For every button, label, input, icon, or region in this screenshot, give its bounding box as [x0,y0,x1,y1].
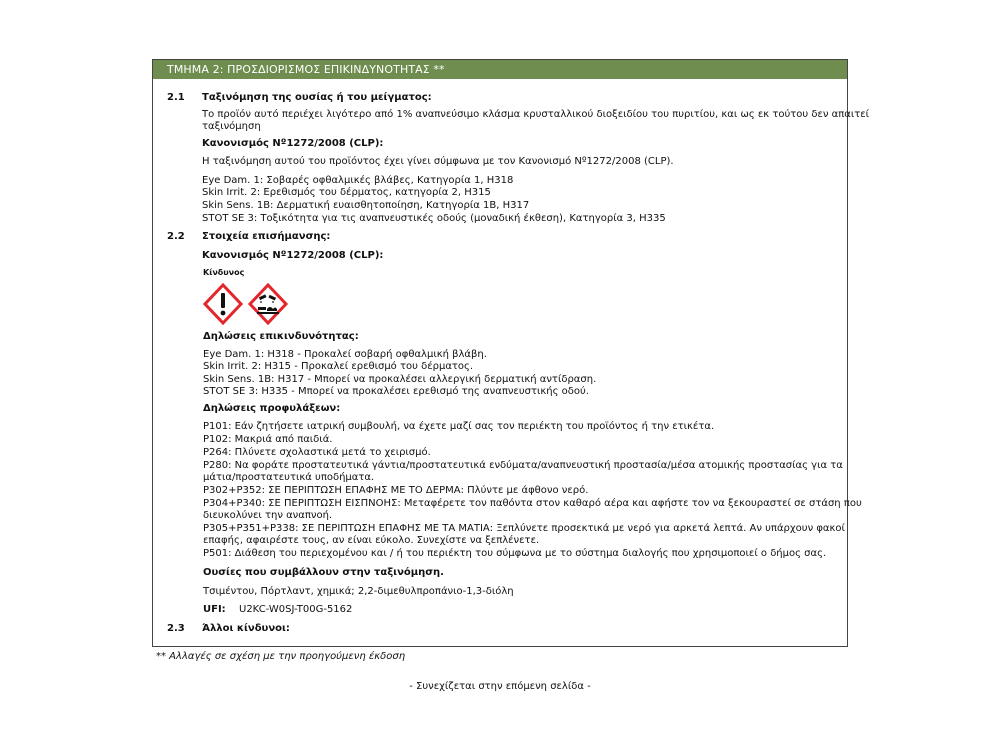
precautionary-statement: P101: Εάν ζητήσετε ιατρική συμβουλή, να έχετε μαζί σας τον περιέκτη του προϊόντος ή την ετικέτα. [203,421,715,432]
precautionary-statement-cont: μάτια/προστατευτικά υποδήματα. [203,472,375,483]
s21-regulation-text: Η ταξινόμηση αυτού του προϊόντος έχει γίνει σύμφωνα με τον Κανονισμό Nº1272/2008 (CLP). [202,156,674,167]
section-2-2-number: 2.2 [167,231,185,242]
precautionary-statement-cont: διευκολύνει την αναπνοή. [203,510,333,521]
sds-section-frame [152,59,870,647]
classification-item: Skin Sens. 1B: Δερματική ευαισθητοποίηση, Κατηγορία 1B, H317 [202,200,530,211]
precautionary-statement: P264: Πλύνετε σχολαστικά μετά το χειρισμό. [203,447,431,458]
classification-item: STOT SE 3: Τοξικότητα για τις αναπνευστικές οδούς (μοναδική έκθεση), Κατηγορία 3, H335 [202,213,666,224]
ufi-value: U2KC-W0SJ-T00G-5162 [239,604,353,615]
precautionary-statements-heading: Δηλώσεις προφυλάξεων: [203,403,341,414]
contributing-substances-heading: Ουσίες που συμβάλλουν στην ταξινόμηση. [203,567,444,578]
section-2-3-number: 2.3 [167,623,185,634]
corrosion-pictogram-icon [250,285,286,323]
hazard-statement: Skin Irrit. 2: H315 - Προκαλεί ερεθισμό του δέρματος. [203,361,474,372]
section-2-2-title: Στοιχεία επισήμανσης: [202,231,331,242]
section-2-1-number: 2.1 [167,92,185,103]
hazard-statement: STOT SE 3: H335 - Μπορεί να προκαλέσει ερεθισμό της αναπνευστικής οδού. [203,386,589,397]
precautionary-statement-cont: επαφής, αφαιρέστε τους, αν είναι εύκολο. Συνεχίστε να ξεπλένετε. [203,535,540,546]
ghs-pictograms [203,283,293,325]
hazard-statements-heading: Δηλώσεις επικινδυνότητας: [203,331,359,342]
section-header: ΤΜΗΜΑ 2: ΠΡΟΣΔΙΟΡΙΣΜΟΣ ΕΠΙΚΙΝΔΥΝΟΤΗΤΑΣ ** [153,60,847,79]
s22-regulation-heading: Κανονισμός Nº1272/2008 (CLP): [202,250,384,261]
exclamation-mark-pictogram-icon [205,285,241,323]
precautionary-statement: P304+P340: ΣΕ ΠΕΡΙΠΤΩΣΗ ΕΙΣΠΝΟΗΣ: Μεταφέρετε τον παθόντα στον καθαρό αέρα και αφήστε τον να ξεκουραστεί σε στάση που [203,498,862,509]
s21-intro-line1: Το προϊόν αυτό περιέχει λιγότερο από 1% αναπνεύσιμο κλάσμα κρυσταλλικού διοξειδίου του πυριτίου, και ως εκ τούτου δεν απαιτεί [202,109,870,120]
precautionary-statement: P102: Μακριά από παιδιά. [203,434,333,445]
classification-item: Eye Dam. 1: Σοβαρές οφθαλμικές βλάβες, Κατηγορία 1, H318 [202,175,514,186]
precautionary-statement: P280: Να φοράτε προστατευτικά γάντια/προστατευτικά ενδύματα/αναπνευστική προστασία/μέσα ατομικής προστασίας για τα [203,460,843,471]
precautionary-statement: P305+P351+P338: ΣΕ ΠΕΡΙΠΤΩΣΗ ΕΠΑΦΗΣ ΜΕ ΤΑ ΜΑΤΙΑ: Ξεπλύνετε προσεκτικά με νερό για αρκετά λεπτά. Αν υπάρχουν φακοί [203,523,845,534]
precautionary-statement: P302+P352: ΣΕ ΠΕΡΙΠΤΩΣΗ ΕΠΑΦΗΣ ΜΕ ΤΟ ΔΕΡΜΑ: Πλύντε με άφθονο νερό. [203,485,589,496]
s21-intro-line2: ταξινόμηση [202,121,261,132]
classification-item: Skin Irrit. 2: Ερεθισμός του δέρματος, κατηγορία 2, H315 [202,187,491,198]
contributing-substances-text: Τσιμέντου, Πόρτλαντ, χημικά; 2,2-διμεθυλπροπάνιο-1,3-διόλη [203,586,514,597]
s21-regulation-heading: Κανονισμός Nº1272/2008 (CLP): [202,138,384,149]
ufi-label: UFI: [203,604,226,615]
hazard-statement: Eye Dam. 1: H318 - Προκαλεί σοβαρή οφθαλμική βλάβη. [203,349,487,360]
precautionary-statement: P501: Διάθεση του περιεχομένου και / ή του περιέκτη του σύμφωνα με το σύστημα διαλογής που χρησιμοποιεί ο δήμος σας. [203,548,827,559]
revision-footnote: ** Αλλαγές σε σχέση με την προηγούμενη έκδοση [156,651,406,662]
signal-word: Κίνδυνος [203,268,245,277]
hazard-statement: Skin Sens. 1B: H317 - Μπορεί να προκαλέσει αλλεργική δερματική αντίδραση. [203,374,597,385]
section-2-3-title: Άλλοι κίνδυνοι: [202,623,290,634]
section-2-1-title: Ταξινόμηση της ουσίας ή του μείγματος: [202,92,432,103]
continued-on-next-page: - Συνεχίζεται στην επόμενη σελίδα - [409,681,591,692]
